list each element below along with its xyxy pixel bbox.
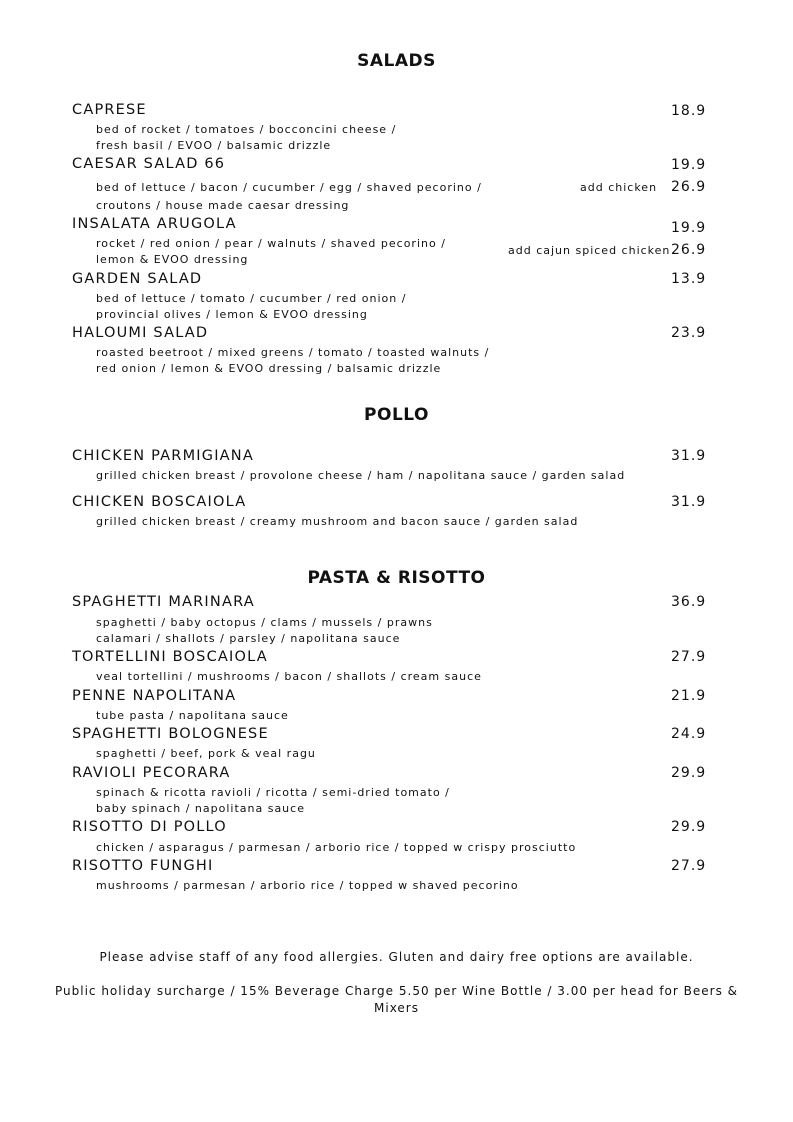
menu-item-price: 24.9: [671, 726, 707, 742]
menu-item-name: SPAGHETTI MARINARA: [72, 594, 255, 610]
menu-item-desc-line: spinach & ricotta ravioli / ricotta / semi-dried tomato /: [96, 786, 450, 799]
menu-item-name: HALOUMI SALAD: [72, 325, 209, 341]
menu-item-name: CAESAR SALAD 66: [72, 156, 226, 172]
addon-label: add chicken: [580, 181, 658, 194]
menu-item-desc-line: tube pasta / napolitana sauce: [96, 709, 289, 722]
surcharge-note: Public holiday surcharge / 15% Beverage Charge 5.50 per Wine Bottle / 3.00 per head for Beers & Mixers: [55, 984, 738, 1015]
addon-label: add cajun spiced chicken: [508, 244, 671, 257]
allergy-note: Please advise staff of any food allergies. Gluten and dairy free options are available.: [99, 950, 694, 964]
menu-item-name: RAVIOLI PECORARA: [72, 765, 231, 781]
menu-item-desc-line: bed of rocket / tomatoes / bocconcini cheese /: [96, 123, 397, 136]
menu-item-price: 27.9: [671, 858, 707, 874]
menu-item-price: 18.9: [671, 103, 707, 119]
menu-item-desc-line: rocket / red onion / pear / walnuts / shaved pecorino /: [96, 237, 446, 250]
menu-item-name: RISOTTO FUNGHI: [72, 858, 214, 874]
menu-item-desc-line: spaghetti / baby octopus / clams / mussels / prawns: [96, 616, 433, 629]
menu-item-price: 27.9: [671, 649, 707, 665]
menu-item-price: 31.9: [671, 494, 707, 510]
menu-item-desc-line: baby spinach / napolitana sauce: [96, 802, 305, 815]
menu-item-price: 29.9: [671, 819, 707, 835]
menu-item-desc-line: fresh basil / EVOO / balsamic drizzle: [96, 139, 332, 152]
menu-item-name: INSALATA ARUGOLA: [72, 216, 237, 232]
menu-item-name: SPAGHETTI BOLOGNESE: [72, 726, 269, 742]
addon-price: 26.9: [671, 179, 707, 195]
menu-item-price: 19.9: [671, 157, 707, 173]
menu-item-name: CHICKEN BOSCAIOLA: [72, 494, 247, 510]
menu-item-name: PENNE NAPOLITANA: [72, 688, 237, 704]
menu-item-desc-line: calamari / shallots / parsley / napolitana sauce: [96, 632, 401, 645]
menu-item-desc-line: spaghetti / beef, pork & veal ragu: [96, 747, 316, 760]
menu-item-desc-line: bed of lettuce / bacon / cucumber / egg / shaved pecorino /: [96, 181, 482, 194]
menu-item-name: TORTELLINI BOSCAIOLA: [72, 649, 268, 665]
menu-item-price: 13.9: [671, 271, 707, 287]
menu-item-desc-line: chicken / asparagus / parmesan / arborio rice / topped w crispy prosciutto: [96, 841, 577, 854]
menu-item-desc-line: grilled chicken breast / provolone cheese / ham / napolitana sauce / garden salad: [96, 469, 626, 482]
section-title-pasta-risotto: PASTA & RISOTTO: [307, 568, 486, 588]
menu-item-price: 31.9: [671, 448, 707, 464]
menu-item-price: 23.9: [671, 325, 707, 341]
section-title-pollo: POLLO: [364, 405, 429, 425]
menu-item-desc-line: bed of lettuce / tomato / cucumber / red onion /: [96, 292, 407, 305]
menu-item-desc-line: lemon & EVOO dressing: [96, 253, 249, 266]
menu-item-desc-line: mushrooms / parmesan / arborio rice / topped w shaved pecorino: [96, 879, 519, 892]
menu-item-price: 36.9: [671, 594, 707, 610]
menu-item-desc-line: roasted beetroot / mixed greens / tomato / toasted walnuts /: [96, 346, 490, 359]
menu-item-price: 19.9: [671, 220, 707, 236]
menu-item-desc-line: provincial olives / lemon & EVOO dressing: [96, 308, 368, 321]
menu-item-name: RISOTTO DI POLLO: [72, 819, 227, 835]
menu-item-desc-line: grilled chicken breast / creamy mushroom and bacon sauce / garden salad: [96, 515, 579, 528]
menu-item-name: CAPRESE: [72, 102, 147, 118]
menu-item-name: GARDEN SALAD: [72, 271, 203, 287]
menu-item-name: CHICKEN PARMIGIANA: [72, 448, 254, 464]
menu-item-price: 21.9: [671, 688, 707, 704]
menu-item-desc-line: veal tortellini / mushrooms / bacon / shallots / cream sauce: [96, 670, 482, 683]
menu-item-desc-line: croutons / house made caesar dressing: [96, 199, 350, 212]
section-title-salads: SALADS: [357, 51, 436, 71]
addon-price: 26.9: [671, 242, 707, 258]
menu-item-price: 29.9: [671, 765, 707, 781]
menu-item-desc-line: red onion / lemon & EVOO dressing / balsamic drizzle: [96, 362, 442, 375]
